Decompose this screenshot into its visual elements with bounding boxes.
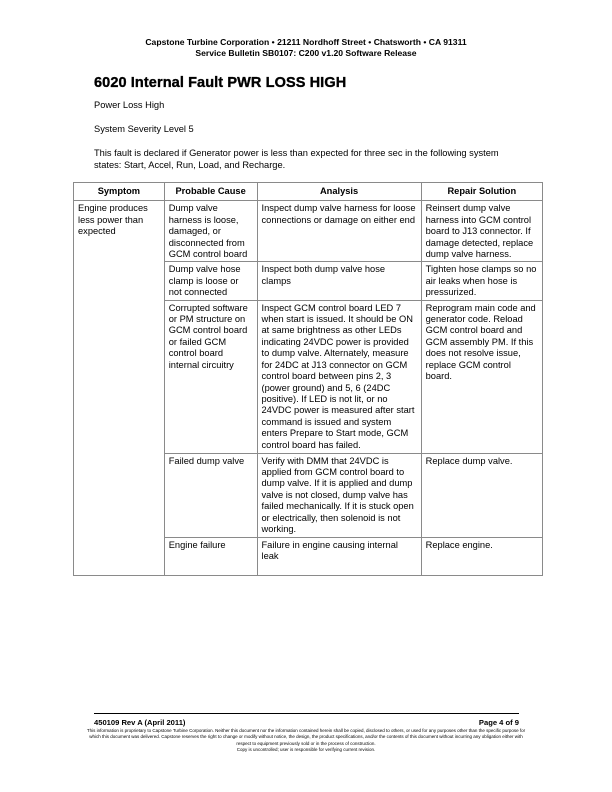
symptom-cell: Engine produces less power than expected bbox=[74, 201, 165, 575]
fault-title: 6020 Internal Fault PWR LOSS HIGH bbox=[94, 75, 347, 91]
copy-notice: Copy is uncontrolled; user is responsible for verifying current revision. bbox=[236, 746, 376, 752]
bulletin-title-line: Service Bulletin SB0107: C200 v1.20 Software Release bbox=[195, 48, 417, 58]
table-row bbox=[74, 201, 543, 262]
analysis-cell: Inspect dump valve harness for loose connections or damage on either end bbox=[257, 201, 421, 262]
analysis-cell: Inspect GCM control board LED 7 when start is issued. It should be ON at same brightness as other LEDs indicating 24VDC power is provided to dump valve. Alternately, measure for 24DC at J13 connector on GCM control board between pins 2, 3 (power ground) and 5, 6 (24DC positive). If LED is not lit, or no 24VDC power is measured after start command is issued and system enters Prepare to Start mode, GCM control board has failed. bbox=[257, 300, 421, 453]
company-address-line: Capstone Turbine Corporation • 21211 Nordhoff Street • Chatsworth • CA 91311 bbox=[145, 37, 467, 47]
troubleshooting-table bbox=[73, 182, 543, 576]
repair-cell: Tighten hose clamps so no air leaks when hose is pressurized. bbox=[421, 262, 542, 300]
page-number: Page 4 of 9 bbox=[478, 718, 519, 727]
analysis-cell: Failure in engine causing internal leak bbox=[257, 537, 421, 575]
repair-cell: Replace dump valve. bbox=[421, 453, 542, 537]
header-repair-solution: Repair Solution bbox=[421, 183, 542, 201]
legal-text: This information is proprietary to Capstone Turbine Corporation. Neither this document nor the information contained herein shall be copied, disclosed to others, or used for any purposes other than the specific purpose for which this document was delivered. Capstone reserves the right to change or modify without notice, the design, the product specifications, and/or the contents of this document without incurring any obligation either with respect to equipment previously sold or in the process of construction. bbox=[86, 728, 526, 746]
repair-cell: Replace engine. bbox=[421, 537, 542, 575]
table-header-row bbox=[74, 183, 543, 201]
cause-cell: Dump valve hose clamp is loose or not connected bbox=[164, 262, 257, 300]
footer-divider bbox=[94, 713, 519, 714]
fault-declaration-text: This fault is declared if Generator power is less than expected for three sec in the following system states: Start, Accel, Run, Load, and Recharge. bbox=[94, 148, 499, 170]
document-revision: 450109 Rev A (April 2011) bbox=[94, 718, 186, 727]
header-symptom: Symptom bbox=[74, 183, 165, 201]
fault-description: Power Loss High bbox=[94, 100, 165, 110]
cause-cell: Failed dump valve bbox=[164, 453, 257, 537]
cause-cell: Corrupted software or PM structure on GCM control board or failed GCM control board internal circuitry bbox=[164, 300, 257, 453]
analysis-cell: Verify with DMM that 24VDC is applied from GCM control board to dump valve. If it is applied and dump valve is not closed, dump valve has failed mechanically. If it is stuck open or electrically, then solenoid is not working. bbox=[257, 453, 421, 537]
proprietary-notice bbox=[84, 728, 528, 753]
page-header bbox=[0, 37, 612, 59]
repair-cell: Reinsert dump valve harness into GCM control board to J13 connector. If damage detected, replace dump valve harness. bbox=[421, 201, 542, 262]
severity-level: System Severity Level 5 bbox=[94, 124, 194, 134]
analysis-cell: Inspect both dump valve hose clamps bbox=[257, 262, 421, 300]
cause-cell: Engine failure bbox=[164, 537, 257, 575]
repair-cell: Reprogram main code and generator code. Reload GCM control board and GCM assembly PM. If this does not resolve issue, replace GCM control board. bbox=[421, 300, 542, 453]
header-probable-cause: Probable Cause bbox=[164, 183, 257, 201]
cause-cell: Dump valve harness is loose, damaged, or disconnected from GCM control board bbox=[164, 201, 257, 262]
header-analysis: Analysis bbox=[257, 183, 421, 201]
